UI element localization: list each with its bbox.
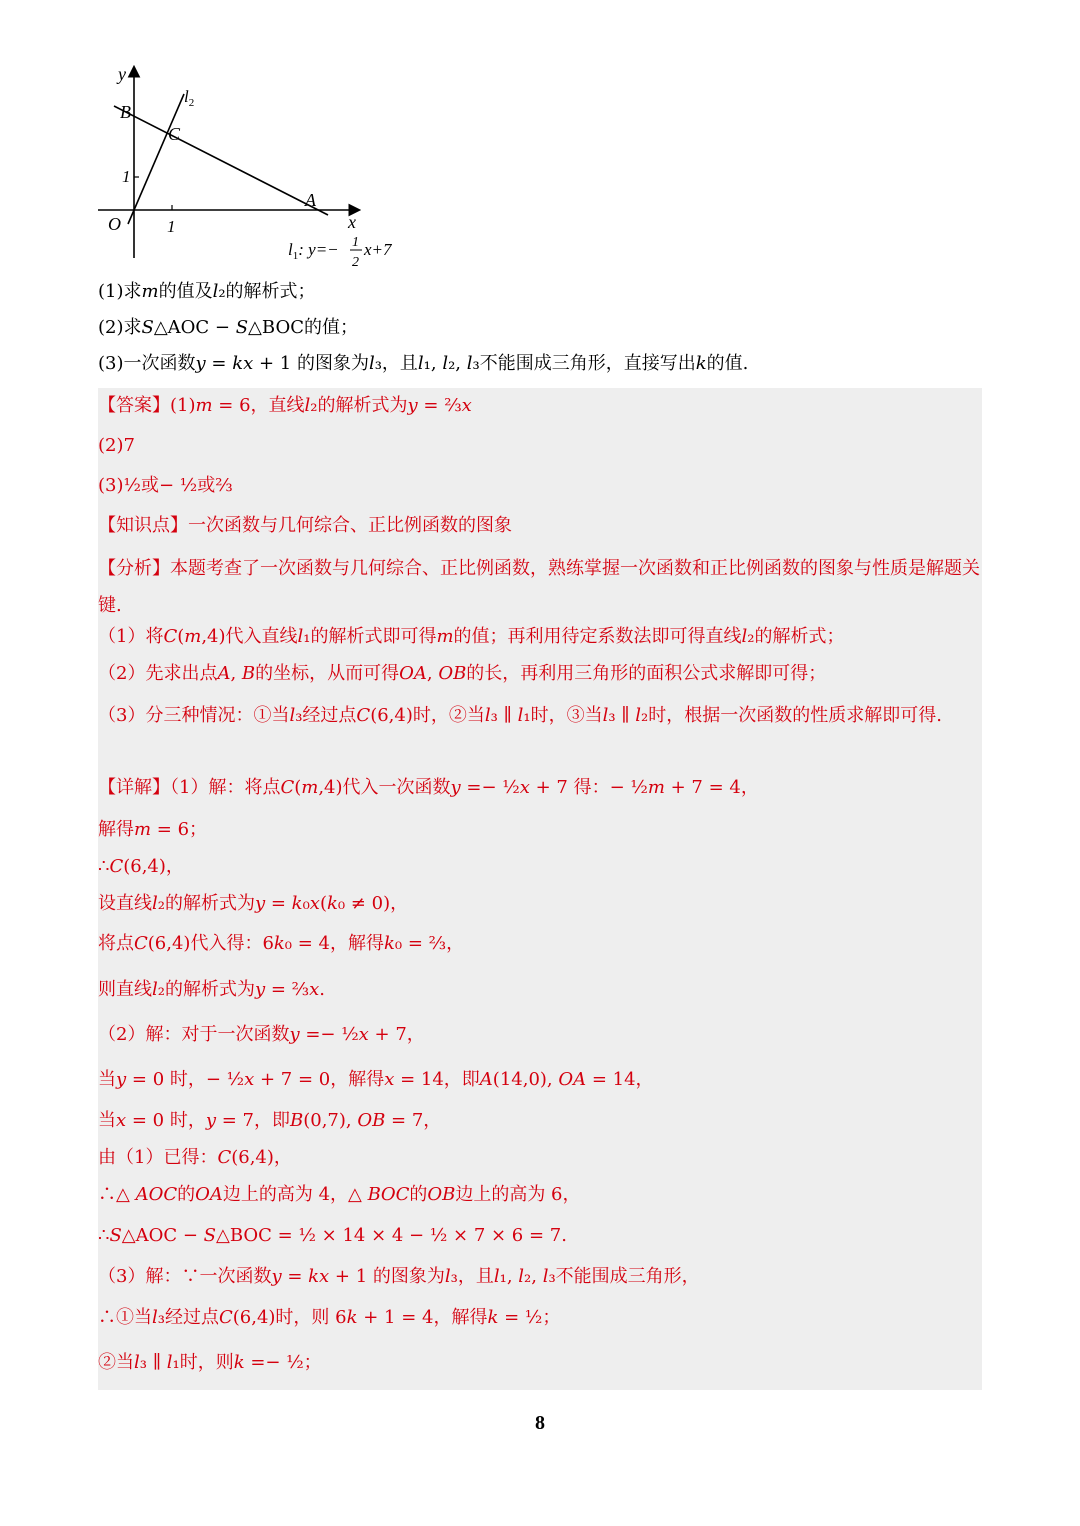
l1-equation — [288, 235, 393, 270]
analysis-step-3: （3）分三种情况：①当𝑙₃经过点𝐶(6,4)时，②当𝑙₃ ∥ 𝑙₁时，③当𝑙₃ ∥ 𝑙₂时，根据一次函数的性质求解即可得. — [98, 705, 942, 726]
l2-label: $l_2$ — [184, 87, 195, 109]
detail-line: （3）解：∵一次函数𝑦 = 𝑘𝑥 + 1 的图象为𝑙₃，且𝑙₁, 𝑙₂, 𝑙₃不能围成三角形， — [98, 1266, 700, 1287]
detail-line: 当𝑦 = 0 时，− ½𝑥 + 7 = 0，解得𝑥 = 14，即𝐴(14,0), 𝑂𝐴 = 14， — [98, 1069, 654, 1090]
svg-text:1: 1 — [352, 235, 359, 250]
detail-line: ∴△ 𝐴𝑂𝐶的𝑂𝐴边上的高为 4，△ 𝐵𝑂𝐶的𝑂𝐵边上的高为 6， — [98, 1184, 581, 1205]
question-1: (1)求𝑚的值及𝑙₂的解析式； — [98, 281, 316, 302]
question-3: (3)一次函数𝑦 = 𝑘𝑥 + 1 的图象为𝑙₃，且𝑙₁, 𝑙₂, 𝑙₃不能围成三角形，直接写出𝑘的值. — [98, 353, 749, 374]
knowledge-point: 【知识点】一次函数与几何综合、正比例函数的图象 — [98, 515, 512, 536]
detail-line: 则直线𝑙₂的解析式为𝑦 = ⅔𝑥. — [98, 979, 325, 1000]
detail-line: 当𝑥 = 0 时，𝑦 = 7，即𝐵(0,7), 𝑂𝐵 = 7， — [98, 1110, 442, 1131]
answer-line: (2)7 — [98, 435, 135, 456]
svg-text:l1: y=−: $l_1$: y=− — [288, 240, 339, 262]
detail-line: ∴𝐶(6,4)， — [98, 856, 184, 877]
analysis-step-2: （2）先求出点𝐴, 𝐵的坐标，从而可得𝑂𝐴, 𝑂𝐵的长，再利用三角形的面积公式求解即可得； — [98, 663, 827, 684]
answer-line: (3)½或− ½或⅔ — [98, 475, 233, 496]
x-axis-label: x — [348, 212, 356, 232]
line-l2 — [128, 94, 184, 224]
detail-line: 【详解】（1）解：将点𝐶(𝑚,4)代入一次函数𝑦 =− ½𝑥 + 7 得：− ½𝑚 + 7 = 4， — [98, 777, 759, 798]
detail-line: ∴①当𝑙₃经过点𝐶(6,4)时，则 6𝑘 + 1 = 4，解得𝑘 = ½； — [98, 1307, 561, 1328]
detail-line: 解得𝑚 = 6； — [98, 819, 208, 840]
point-a-label: A — [305, 190, 316, 210]
origin-label: O — [108, 214, 121, 234]
analysis-intro: 【分析】本题考查了一次函数与几何综合、正比例函数，熟练掌握一次函数和正比例函数的图象与性质是解题关键. — [98, 558, 980, 616]
detail-line: （2）解：对于一次函数𝑦 =− ½𝑥 + 7， — [98, 1024, 425, 1045]
page-number: 8 — [535, 1412, 545, 1434]
analysis-step-1: （1）将𝐶(𝑚,4)代入直线𝑙₁的解析式即可得𝑚的值；再利用待定系数法即可得直线𝑙₂的解析式； — [98, 626, 845, 647]
point-b-label: B — [120, 102, 131, 122]
coordinate-figure — [90, 60, 420, 275]
answer-section — [98, 388, 982, 1390]
tick-y-label: 1 — [122, 167, 131, 186]
svg-text:x+7: x+7 — [364, 240, 392, 259]
detail-line: 将点𝐶(6,4)代入得：6𝑘₀ = 4，解得𝑘₀ = ⅔， — [98, 933, 465, 954]
detail-line: ∴𝑆△AOC − 𝑆△BOC = ½ × 14 × 4 − ½ × 7 × 6 = 7. — [98, 1225, 567, 1246]
line-l1 — [114, 106, 328, 215]
tick-x-label: 1 — [167, 217, 176, 236]
question-2: (2)求𝑆△AOC − 𝑆△BOC的值； — [98, 317, 358, 338]
detail-line: 设直线𝑙₂的解析式为𝑦 = 𝑘₀𝑥(𝑘₀ ≠ 0)， — [98, 893, 409, 914]
point-c-label: C — [168, 124, 181, 144]
detail-line: ②当𝑙₃ ∥ 𝑙₁时，则𝑘 =− ½； — [98, 1352, 322, 1373]
y-axis-label: y — [118, 64, 126, 84]
svg-text:2: 2 — [352, 255, 359, 270]
answer-line: 【答案】(1)𝑚 = 6，直线𝑙₂的解析式为𝑦 = ⅔𝑥 — [98, 395, 472, 416]
detail-line: 由（1）已得：𝐶(6,4)， — [98, 1147, 292, 1168]
